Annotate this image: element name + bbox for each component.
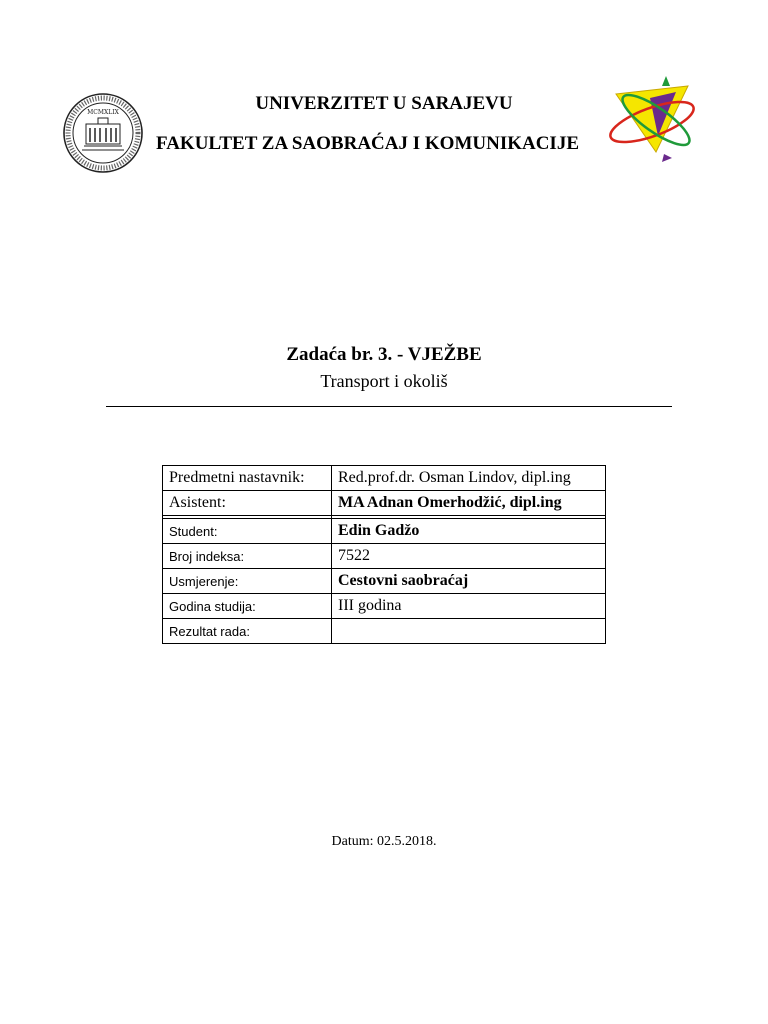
row-value: MA Adnan Omerhodžić, dipl.ing	[332, 491, 606, 516]
row-value: III godina	[332, 594, 606, 619]
row-label: Student:	[163, 519, 332, 544]
assignment-title: Zadaća br. 3. - VJEŽBE	[286, 344, 482, 365]
row-value: Edin Gadžo	[332, 519, 606, 544]
document-date: Datum: 02.5.2018.	[331, 834, 437, 849]
row-value: 7522	[332, 544, 606, 569]
faculty-logo	[606, 74, 702, 166]
table-row	[163, 466, 606, 491]
row-label: Broj indeksa:	[163, 544, 332, 569]
seal-year-text: MCMXLIX	[87, 109, 119, 116]
row-value: Red.prof.dr. Osman Lindov, dipl.ing	[332, 466, 606, 491]
table-row	[163, 519, 606, 544]
row-label: Predmetni nastavnik:	[163, 466, 332, 491]
student-info-table	[162, 465, 606, 644]
faculty-name: FAKULTET ZA SAOBRAĆAJ I KOMUNIKACIJE	[156, 133, 580, 154]
table-row	[163, 491, 606, 516]
table-row	[163, 594, 606, 619]
horizontal-divider	[106, 406, 672, 407]
table-row	[163, 619, 606, 644]
university-name: UNIVERZITET U SARAJEVU	[255, 93, 513, 114]
row-label: Asistent:	[163, 491, 332, 516]
row-label: Godina studija:	[163, 594, 332, 619]
table-row	[163, 544, 606, 569]
row-label: Rezultat rada:	[163, 619, 332, 644]
subject-name: Transport i okoliš	[320, 371, 448, 391]
row-label: Usmjerenje:	[163, 569, 332, 594]
table-row	[163, 569, 606, 594]
row-value	[332, 619, 606, 644]
row-value: Cestovni saobraćaj	[332, 569, 606, 594]
